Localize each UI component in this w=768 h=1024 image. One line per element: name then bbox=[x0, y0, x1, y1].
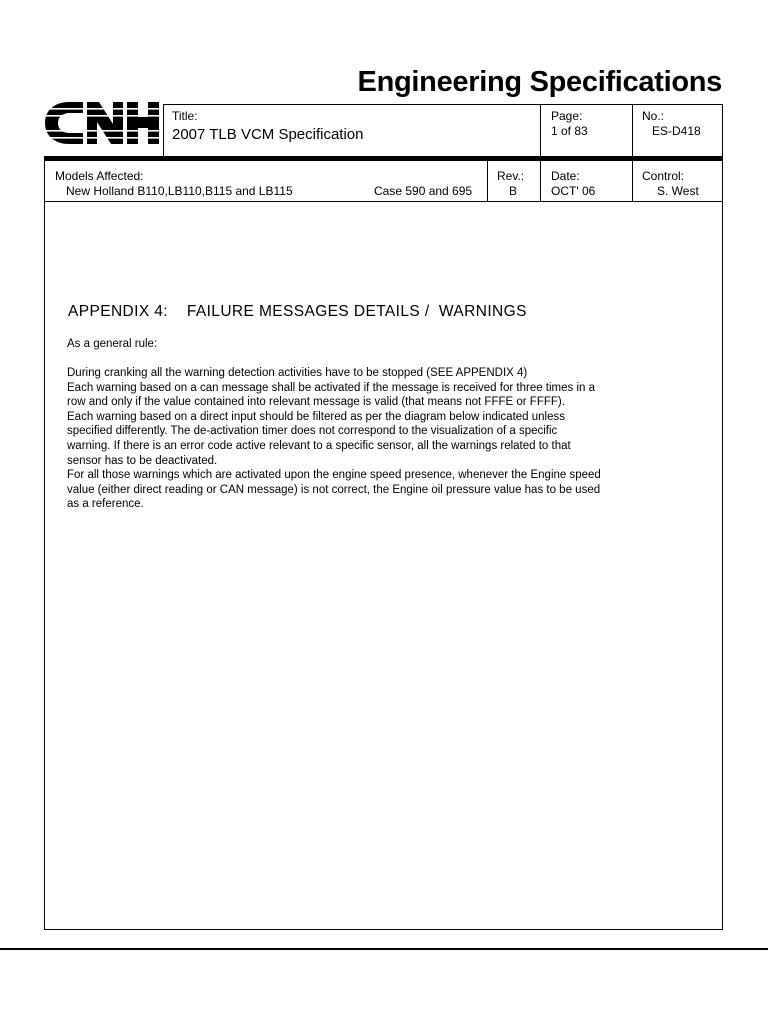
divider bbox=[487, 161, 488, 201]
date-label: Date: bbox=[551, 169, 580, 183]
body-line: sensor has to be deactivated. bbox=[67, 454, 218, 467]
cnh-logo bbox=[43, 100, 161, 146]
divider bbox=[540, 104, 541, 156]
page-value: 1 of 83 bbox=[551, 124, 588, 138]
control-label: Control: bbox=[642, 169, 685, 183]
divider bbox=[632, 104, 633, 156]
date-value: OCT' 06 bbox=[551, 184, 596, 198]
divider bbox=[44, 161, 45, 201]
footer-rule bbox=[0, 948, 768, 950]
divider bbox=[632, 161, 633, 201]
body-line: For all those warnings which are activated upon the engine speed presence, whenever the Engine speed bbox=[67, 469, 601, 482]
body-line: Each warning based on a direct input should be filtered as per the diagram below indicated unless bbox=[67, 410, 566, 423]
body-line: During cranking all the warning detection activities have to be stopped (SEE APPENDIX 4) bbox=[67, 367, 528, 379]
title-label: Title: bbox=[172, 109, 198, 123]
divider bbox=[163, 104, 723, 105]
header-bar bbox=[44, 156, 723, 161]
document-title: Engineering Specifications bbox=[357, 66, 722, 98]
appendix-heading: APPENDIX 4: FAILURE MESSAGES DETAILS / WARNINGS bbox=[68, 303, 527, 320]
body-line: Each warning based on a can message shall be activated if the message is received for three times in a bbox=[67, 381, 596, 394]
body-line: specified differently. The de-activation timer does not correspond to the visualization of a specific bbox=[67, 425, 558, 438]
general-rule: As a general rule: bbox=[67, 338, 158, 350]
body-line: row and only if the value contained into relevant message is valid (that means not FFFE or FFFF). bbox=[67, 396, 565, 409]
models-new-holland: New Holland B110,LB110,B115 and LB115 bbox=[66, 184, 293, 198]
divider bbox=[163, 104, 164, 156]
divider bbox=[540, 161, 541, 201]
models-label: Models Affected: bbox=[55, 169, 144, 183]
body-line: value (either direct reading or CAN message) is not correct, the Engine oil pressure value has to be used bbox=[67, 483, 601, 496]
number-label: No.: bbox=[642, 109, 665, 123]
revision-value: B bbox=[509, 184, 518, 198]
body-text bbox=[67, 366, 667, 512]
number-value: ES-D418 bbox=[652, 124, 701, 138]
body-line: warning. If there is an error code active relevant to a specific sensor, all the warnings related to that bbox=[67, 439, 571, 452]
title-value: 2007 TLB VCM Specification bbox=[172, 126, 364, 143]
revision-label: Rev.: bbox=[497, 169, 525, 183]
body-line: as a reference. bbox=[67, 498, 144, 511]
divider bbox=[722, 161, 723, 201]
control-value: S. West bbox=[657, 184, 699, 198]
models-case: Case 590 and 695 bbox=[374, 184, 473, 198]
divider bbox=[722, 104, 723, 156]
page-label: Page: bbox=[551, 109, 583, 123]
